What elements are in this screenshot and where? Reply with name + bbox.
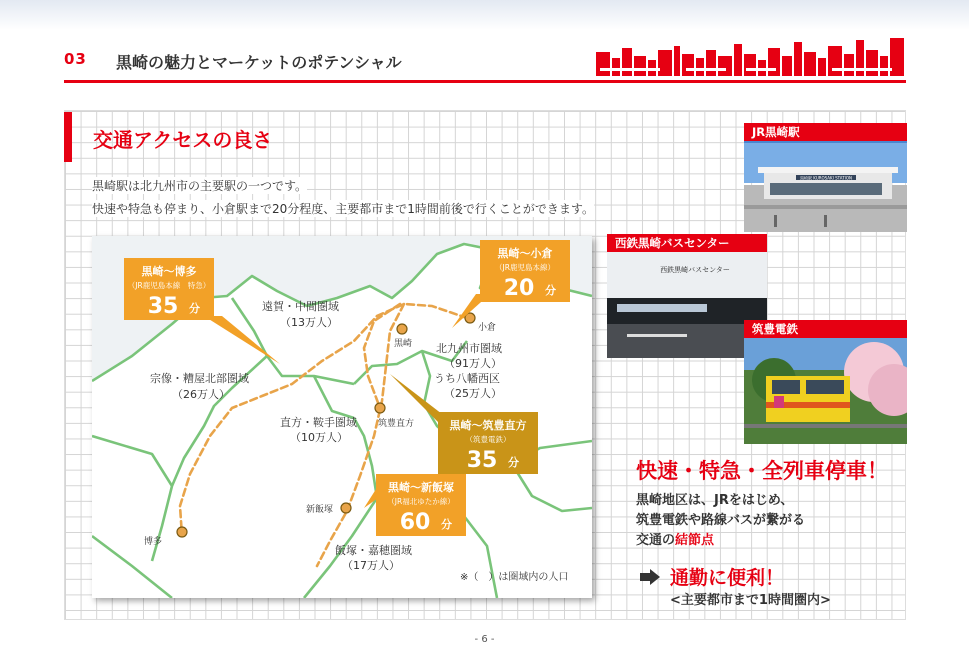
callout-nogata-line: （筑豊電鉄） — [465, 435, 511, 444]
population-note: ※（ ）は圏域内の人口 — [460, 572, 569, 583]
callout-iizuka-time: 60 — [399, 510, 431, 535]
section-title: 交通アクセスの良さ — [93, 128, 273, 152]
feature-line-3 — [636, 529, 714, 548]
region-yahatanishi-pop: （25万人） — [444, 387, 502, 400]
section-accent-bar — [64, 112, 72, 162]
tram-image — [744, 320, 907, 444]
region-onga-pop: （13万人） — [280, 316, 338, 329]
chapter-number: 03 — [64, 50, 87, 68]
callout-hakata-line: （JR鹿児島本線 特急） — [127, 281, 211, 290]
description-line-1: 黒崎駅は北九州市の主要駅の一つです。 — [92, 179, 308, 193]
callout-kokura-unit: 分 — [545, 284, 556, 297]
access-map — [92, 236, 592, 598]
feature-headline: 快速・特急・全列車停車！ — [636, 459, 888, 483]
bus-center-sign: 西鉄黒崎バスセンター — [660, 266, 730, 274]
feature-line-3-prefix: 交通の — [636, 533, 676, 548]
callout-hakata-unit: 分 — [189, 302, 200, 315]
region-munakata-name: 宗像・糟屋北部圏域 — [150, 372, 249, 385]
page-number: - 6 - — [474, 634, 495, 645]
top-gradient-band — [0, 0, 969, 30]
region-nogata-name: 直方・鞍手圏域 — [280, 416, 357, 429]
callout-kokura-line: （JR鹿児島本線） — [495, 263, 555, 272]
station-kurosaki: 黒崎 — [394, 339, 413, 349]
callout-hakata-time: 35 — [147, 294, 179, 319]
region-kitakyushu-pop: （91万人） — [444, 357, 502, 370]
region-iizuka-pop: （17万人） — [342, 559, 400, 572]
transport-hub-highlight: 結節点 — [675, 533, 715, 548]
region-kitakyushu-name: 北九州市圏域 — [436, 342, 502, 355]
feature-line-2: 筑豊電鉄や路線バスが繋がる — [636, 513, 806, 528]
station-kokura: 小倉 — [478, 323, 497, 333]
photo-tram-label: 筑豊電鉄 — [744, 320, 907, 338]
region-onga-name: 遠賀・中間圏域 — [262, 300, 339, 313]
photo-bus-label: 西鉄黒崎バスセンター — [607, 234, 767, 252]
description-line-2: 快速や特急も停まり、小倉駅まで20分程度、主要都市まで1時間前後で行くことができます。 — [92, 202, 594, 216]
callout-iizuka-line: （JR福北ゆたか線） — [387, 497, 455, 506]
callout-hakata-route: 黒崎～博多 — [141, 265, 197, 278]
photo-bus-center — [607, 234, 767, 358]
callout-nogata-time: 35 — [466, 448, 498, 473]
region-yahatanishi-name: うち八幡西区 — [434, 372, 500, 385]
commute-headline: 通勤に便利！ — [670, 567, 785, 589]
callout-kokura-route: 黒崎～小倉 — [497, 247, 553, 260]
commute-subtitle: <主要都市まで1時間圏内> — [670, 593, 831, 608]
region-nogata-pop: （10万人） — [290, 431, 348, 444]
callout-nogata-route: 黒崎～筑豊直方 — [449, 419, 527, 432]
callout-iizuka-route: 黒崎～新飯塚 — [388, 481, 454, 494]
region-iizuka-name: 飯塚・嘉穂圏域 — [335, 544, 412, 557]
callout-nogata-unit: 分 — [508, 456, 519, 469]
callout-iizuka-unit: 分 — [441, 518, 452, 531]
station-shiniizuka: 新飯塚 — [306, 505, 334, 515]
chapter-title: 黒崎の魅力とマーケットのポテンシャル — [116, 53, 402, 72]
station-chikuhonogata: 筑豊直方 — [378, 419, 415, 429]
callout-kokura-time: 20 — [503, 276, 535, 301]
header-divider — [64, 80, 906, 83]
photo-chikuho-tram — [744, 320, 907, 444]
city-skyline-logo — [596, 38, 908, 78]
bus-center-image — [607, 234, 767, 358]
region-munakata-pop: （26万人） — [172, 388, 230, 401]
arrow-right-icon — [640, 569, 660, 585]
jr-station-sign: 黒崎駅 KUROSAKI STATION — [800, 175, 852, 181]
photo-jr-label: JR黒崎駅 — [744, 123, 907, 141]
station-hakata: 博多 — [144, 537, 163, 547]
photo-jr-kurosaki — [744, 123, 907, 232]
feature-line-1: 黒崎地区は、JRをはじめ、 — [636, 493, 794, 508]
